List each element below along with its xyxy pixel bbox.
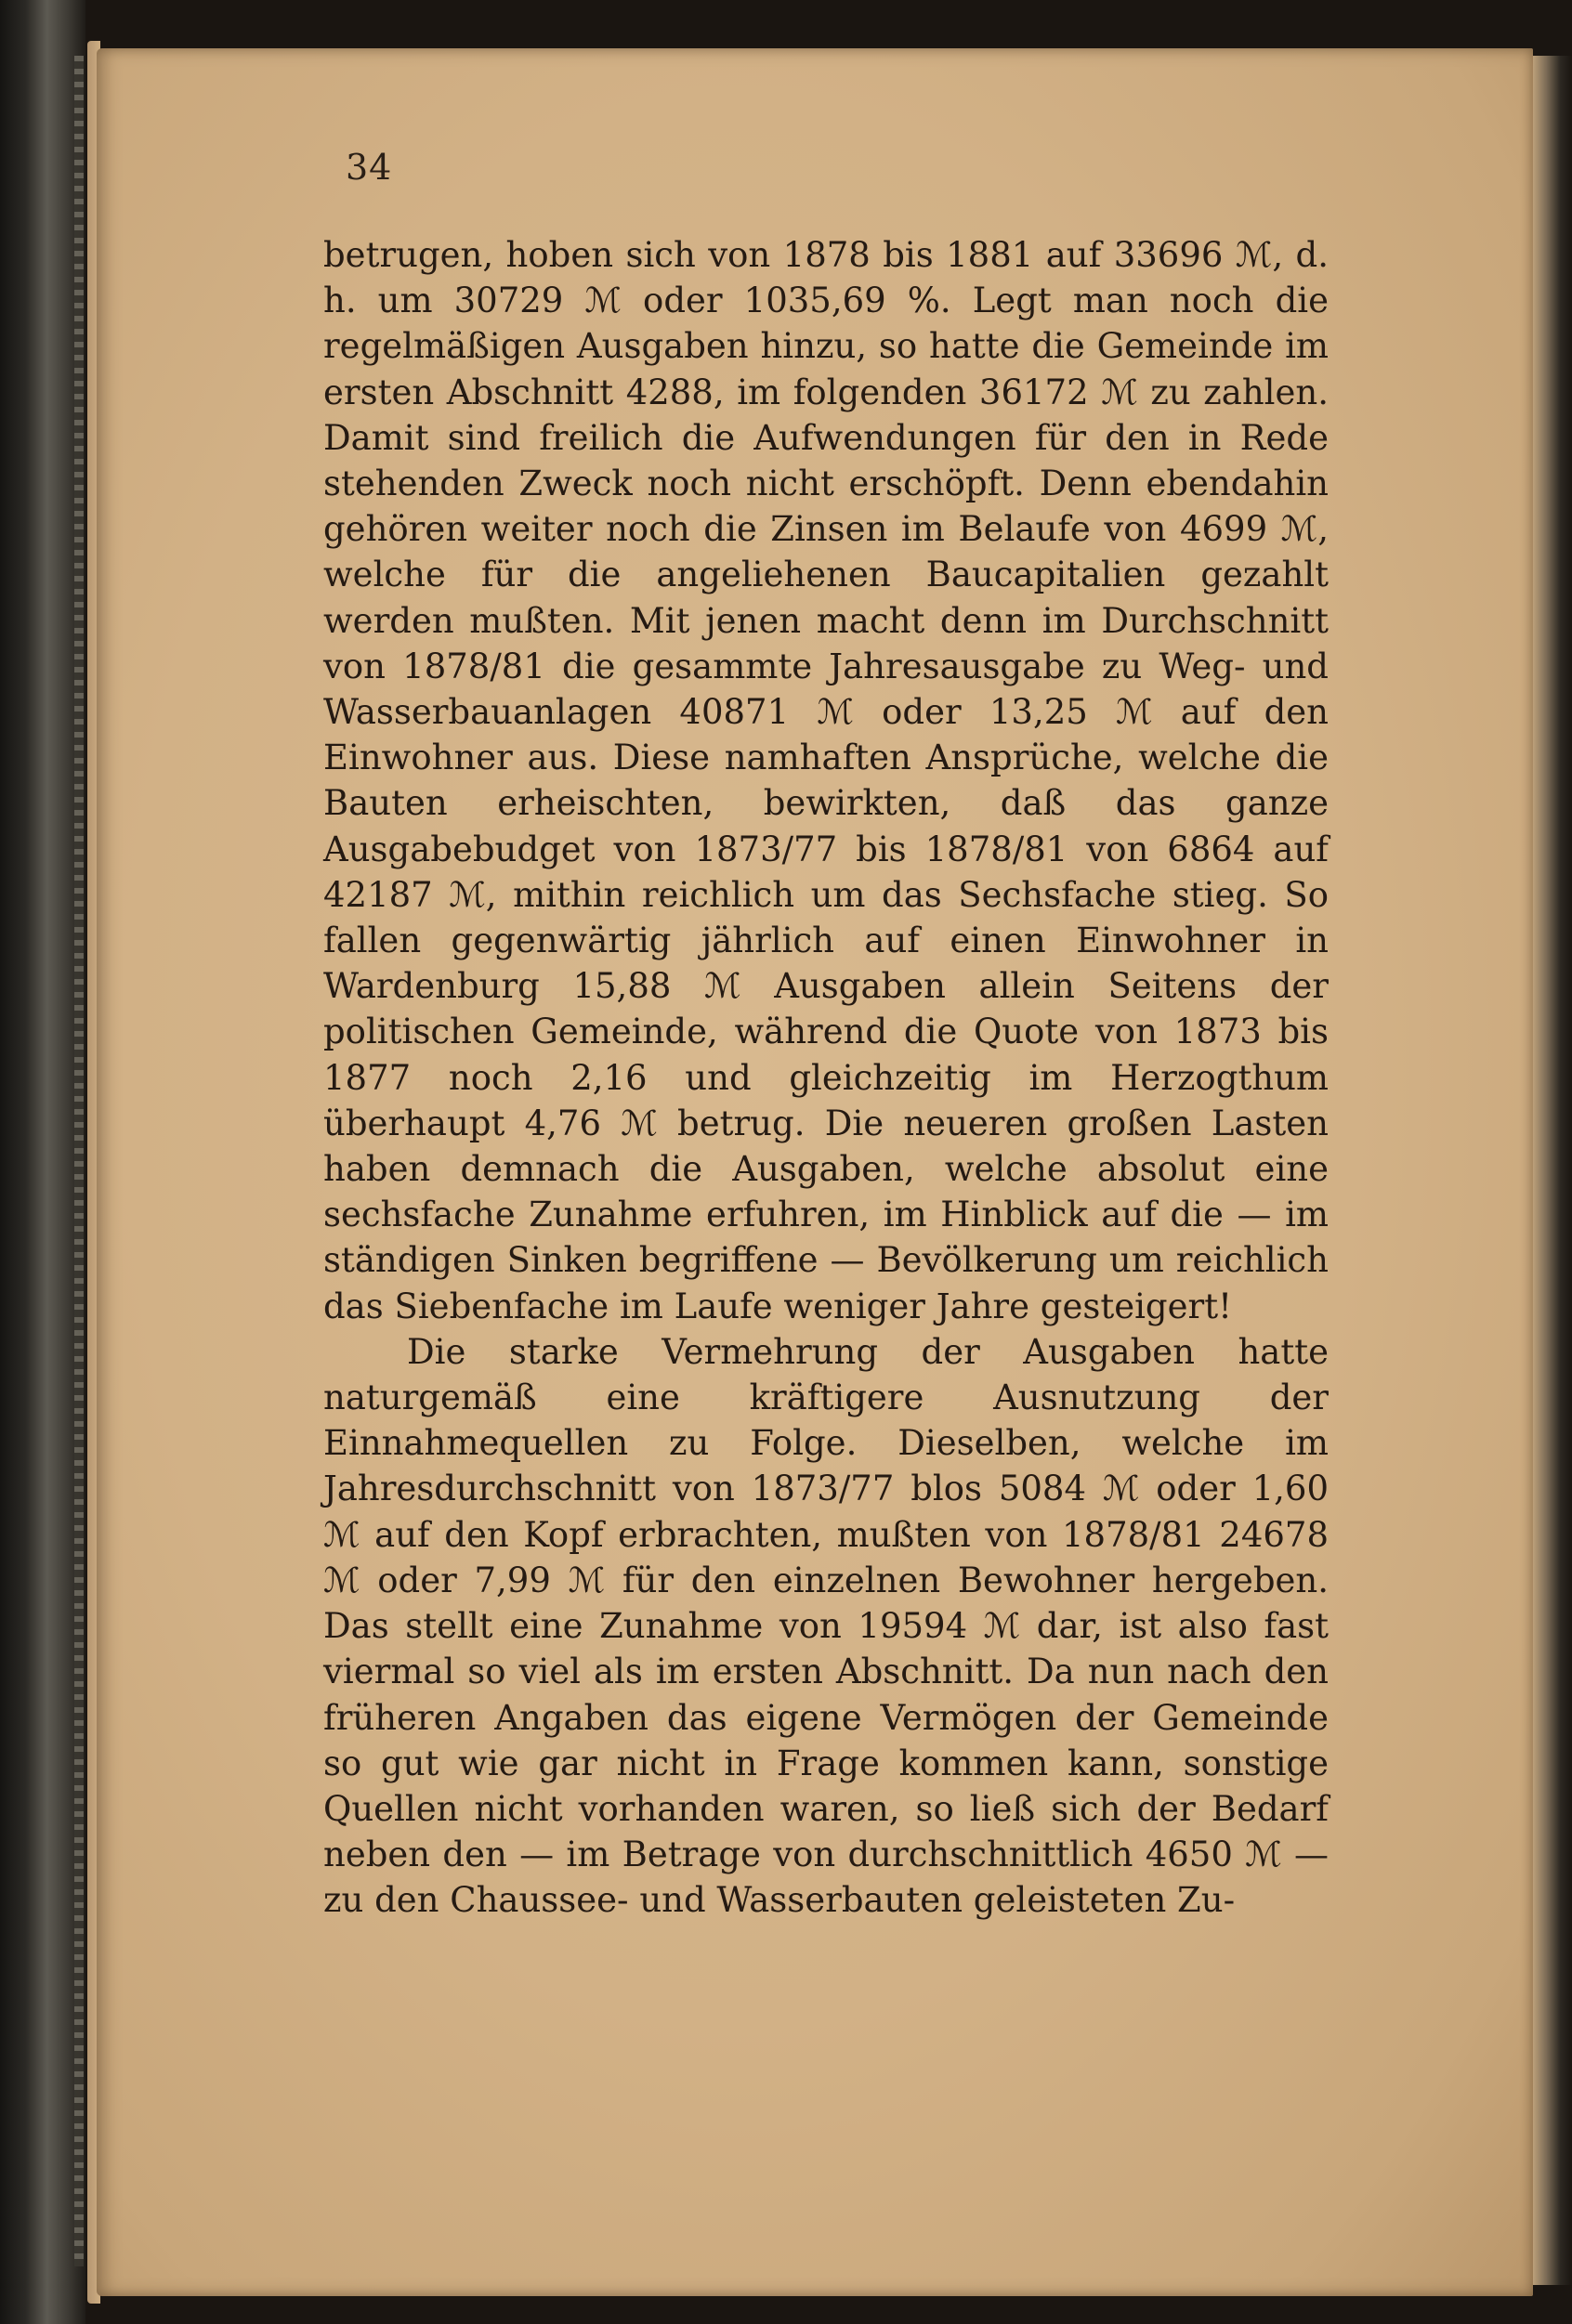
right-page-edge [1533,56,1572,2285]
spine-binding-pattern [74,56,84,2266]
paragraph-2: Die starke Vermehrung der Ausgaben hatte naturgemäß eine kräftigere Ausnutzung der Einnahmequellen zu Folge. Dieselben, welche im Jahresdurchschnitt von 1873/77 blos 5084 ℳ oder 1,60 ℳ auf den Kopf erbrachten, mußten von 1878/81 24678 ℳ oder 7,99 ℳ für den einzelnen Bewohner hergeben. Das stellt eine Zunahme von 19594 ℳ dar, ist also fast viermal so viel als im ersten Abschnitt. Da nun nach den früheren Angaben das eigene Vermögen der Gemeinde so gut wie gar nicht in Frage kommen kann, sonstige Quellen nicht vorhanden waren, so ließ sich der Bedarf neben den — im Betrage von durchschnittlich 4650 ℳ — zu den Chaussee- und Wasserbauten geleisteten Zu- [323,1331,1329,1921]
page-text [323,232,1329,1924]
page-number: 34 [346,147,393,188]
book-spine [0,0,85,2324]
paragraph-1: betrugen, hoben sich von 1878 bis 1881 auf 33696 ℳ, d. h. um 30729 ℳ oder 1035,69 %. Legt man noch die regelmäßigen Ausgaben hinzu, so hatte die Gemeinde im ersten Abschnitt 4288, im folgenden 36172 ℳ zu zahlen. Damit sind freilich die Aufwendungen für den in Rede stehenden Zweck noch nicht erschöpft. Denn ebendahin gehören weiter noch die Zinsen im Belaufe von 4699 ℳ, welche für die angeliehenen Baucapitalien gezahlt werden mußten. Mit jenen macht denn im Durchschnitt von 1878/81 die gesammte Jahresausgabe zu Weg- und Wasserbauanlagen 40871 ℳ oder 13,25 ℳ auf den Einwohner aus. Diese namhaften Ansprüche, welche die Bauten erheischten, bewirkten, daß das ganze Ausgabebudget von 1873/77 bis 1878/81 von 6864 auf 42187 ℳ, mithin reichlich um das Sechsfache stieg. So fallen gegenwärtig jährlich auf einen Einwohner in Wardenburg 15,88 ℳ Ausgaben allein Seitens der politischen Gemeinde, während die Quote von 1873 bis 1877 noch 2,16 und gleichzeitig im Herzogthum überhaupt 4,76 ℳ betrug. Die neueren großen Lasten haben demnach die Ausgaben, welche absolut eine sechsfache Zunahme erfuhren, im Hinblick auf die — im ständigen Sinken begriffene — Bevölkerung um reichlich das Siebenfache im Laufe weniger Jahre gesteigert! [323,235,1329,1326]
